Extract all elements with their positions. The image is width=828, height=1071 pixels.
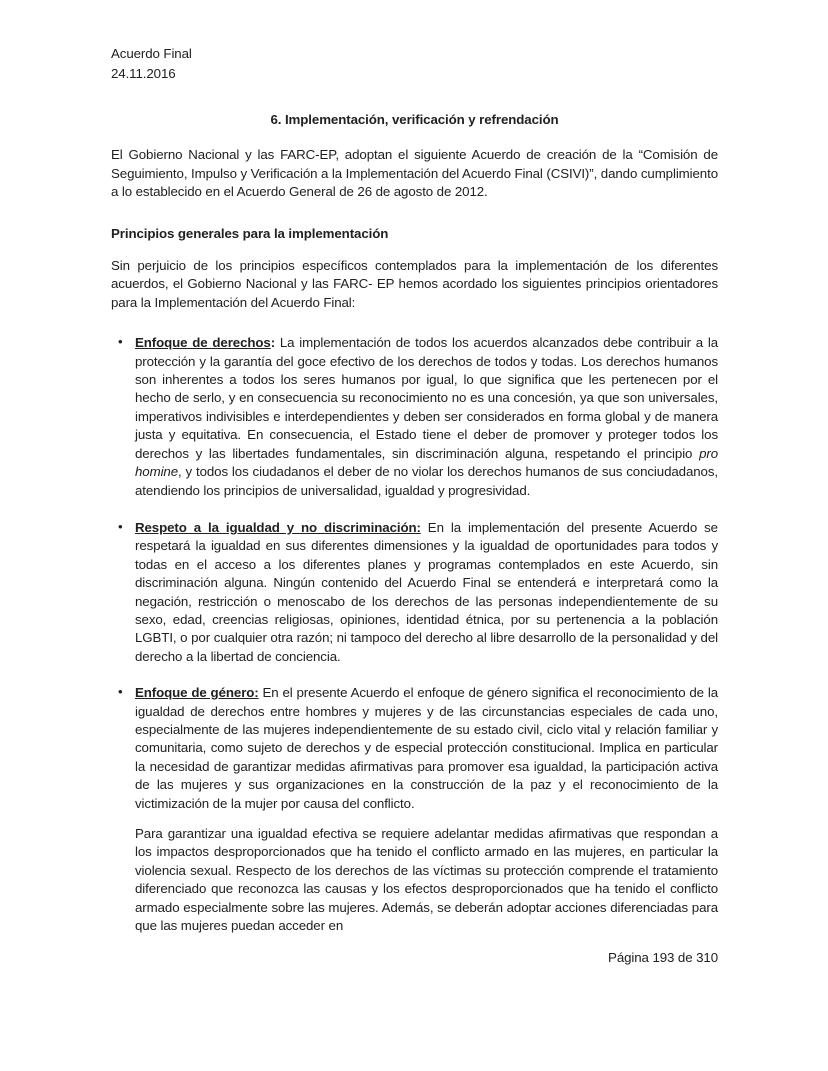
principles-heading: Principios generales para la implementación [111,225,389,241]
document-header [111,44,718,84]
page-number: Página 193 de 310 [608,949,718,965]
bullet-body-continued: , y todos los ciudadanos el deber de no violar los derechos humanos de sus conciudadanos, atendiendo los principios de universalidad, igualdad y progresividad. [135,464,718,498]
bullet-icon: • [118,334,123,350]
bullet-body: En la implementación del presente Acuerdo se respetará la igualdad en sus diferentes dimensiones y la igualdad de oportunidades para todos y todas en el acceso a los diferentes planes y programas contemplados en este Acuerdo, sin discriminación alguna. Ningún contenido del Acuerdo Final se entenderá e interpretará como la negación, restricción o menoscabo de los derechos de las personas independientemente de su sexo, edad, creencias religiosas, opiniones, identidad étnica, por su pertenencia a la población LGBTI, o por cualquier otra razón; ni tampoco del derecho al libre desarrollo de la personalidad y del derecho a la libertad de conciencia. [135,519,718,664]
bullet-body: La implementación de todos los acuerdos alcanzados debe contribuir a la protección y la garantía del goce efectivo de los derechos de todos y todas. Los derechos humanos son inherentes a todos los seres humanos por igual, lo que significa que les pertenecen por el hecho de serlo, y en consecuencia su reconocimiento no es una concesión, ya que son universales, imperativos indivisibles e interdependientes y deben ser considerados en forma global y de manera justa y equitativa. En consecuencia, el Estado tiene el deber de promover y proteger todos los derechos y las libertades fundamentales, sin discriminación alguna, respetando el principio [135,335,718,461]
document-date-line: 24.11.2016 [111,66,176,81]
principles-intro-paragraph: Sin perjuicio de los principios específicos contemplados para la implementación de los diferentes acuerdos, el Gobierno Nacional y las FARC- EP hemos acordado los siguientes principios orientadores para la Implementación del Acuerdo Final: [111,258,718,310]
bullet-enfoque-de-genero [111,684,718,813]
intro-paragraph: El Gobierno Nacional y las FARC-EP, adoptan el siguiente Acuerdo de creación de la “Comisión de Seguimiento, Impulso y Verificación a la Implementación del Acuerdo Final (CSIVI)”, dando cumplimiento a lo establecido en el Acuerdo General de 26 de agosto de 2012. [111,147,718,200]
bullet-lead: Respeto a la igualdad y no discriminación: [135,519,421,535]
section-title: 6. Implementación, verificación y refrendación [270,112,559,127]
bullet-icon: • [118,518,123,534]
latin-term: pro homine [135,445,718,480]
bullet-body: En el presente Acuerdo el enfoque de género significa el reconocimiento de la igualdad de derechos entre hombres y mujeres y de las circunstancias especiales de cada uno, especialmente de las mujeres independientemente de su estado civil, ciclo vital y relación familiar y comunitaria, como sujeto de derechos y de especial protección constitucional. Implica en particular la necesidad de garantizar medidas afirmativas para promover esa igualdad, la participación activa de las mujeres y sus organizaciones en la construcción de la paz y el reconocimiento de la victimización de la mujer por causa del conflicto. [135,685,719,811]
bullet-lead: Enfoque de derechos [135,335,271,351]
bullet-lead-colon: : [270,335,276,351]
bullet-respeto-igualdad [111,519,718,666]
bullet-icon: • [118,684,123,700]
document-content [111,0,718,967]
bullet-enfoque-de-derechos [111,334,718,500]
document-title-line: Acuerdo Final [111,46,192,61]
gender-continuation-paragraph: Para garantizar una igualdad efectiva se requiere adelantar medidas afirmativas que respondan a los impactos desproporcionados que ha tenido el conflicto armado en las mujeres, en particular la violencia sexual. Respecto de los derechos de las víctimas su protección comprende el tratamiento diferenciado que reconozca las causas y los efectos desproporcionados que ha tenido el conflicto armado especialmente sobre las mujeres. Además, se deberán adoptar acciones diferenciadas para que las mujeres puedan acceder en [135,826,718,934]
principles-list [111,334,718,813]
bullet-lead: Enfoque de género: [135,685,259,701]
